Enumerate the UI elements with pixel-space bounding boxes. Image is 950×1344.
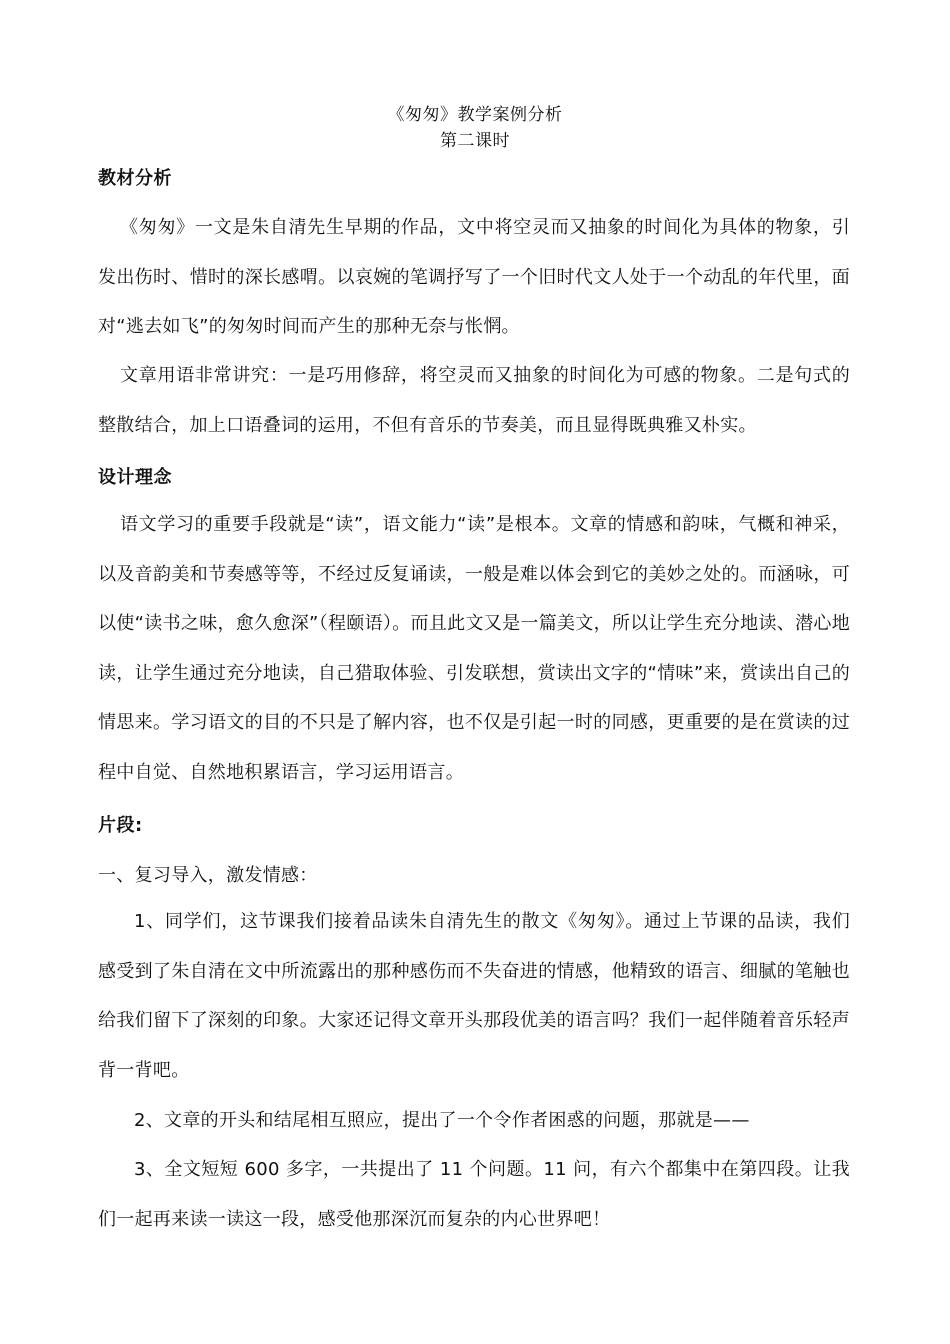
paragraph-analysis-1: 《匆匆》一文是朱自清先生早期的作品，文中将空灵而又抽象的时间化为具体的物象，引发出伤时、惜时的深长感喟。以哀婉的笔调抒写了一个旧时代文人处于一个动乱的年代里，面对“逃去如飞”的匆匆时间而产生的那种无奈与怅惘。 bbox=[98, 217, 850, 338]
document-title: 《匆匆》教学案例分析 bbox=[387, 105, 563, 125]
fragment-step-1: 一、复习导入，激发情感： bbox=[98, 865, 318, 886]
paragraph-design-1: 语文学习的重要手段就是“读”，语文能力“读”是根本。文章的情感和韵味，气概和神采，以及音韵美和节奏感等等，不经过反复诵读，一般是难以体会到它的美妙之处的。而涵咏，可以使“读书之味，愈久愈深”（程颐语）。而且此文又是一篇美文，所以让学生充分地读、潜心地读，让学生通过充分地读，自己猎取体验、引发联想，赏读出文字的“情味”来，赏读出自己的情思来。学习语文的目的不只是了解内容，也不仅是引起一时的同感，更重要的是在赏读的过程中自觉、自然地积累语言，学习运用语言。 bbox=[98, 514, 850, 783]
document-subtitle: 第二课时 bbox=[440, 131, 510, 151]
heading-fragment: 片段: bbox=[98, 815, 143, 836]
heading-textbook-analysis: 教材分析 bbox=[98, 168, 172, 189]
paragraph-analysis-2: 文章用语非常讲究：一是巧用修辞，将空灵而又抽象的时间化为可感的物象。二是句式的整散结合，加上口语叠词的运用，不但有音乐的节奏美，而且显得既典雅又朴实。 bbox=[98, 365, 850, 436]
list-item-3: 3、全文短短 600 多字，一共提出了 11 个问题。11 问，有六个都集中在第四段。让我们一起再来读一读这一段，感受他那深沉而复杂的内心世界吧！ bbox=[98, 1159, 850, 1230]
heading-design-concept: 设计理念 bbox=[98, 467, 172, 488]
list-item-1: 1、同学们，这节课我们接着品读朱自清先生的散文《匆匆》。通过上节课的品读，我们感受到了朱自清在文中所流露出的那种感伤而不失奋进的情感，他精致的语言、细腻的笔触也给我们留下了深刻的印象。大家还记得文章开头那段优美的语言吗？我们一起伴随着音乐轻声背一背吧。 bbox=[98, 911, 850, 1081]
list-item-2: 2、文章的开头和结尾相互照应，提出了一个令作者困惑的问题，那就是—— bbox=[134, 1110, 750, 1131]
